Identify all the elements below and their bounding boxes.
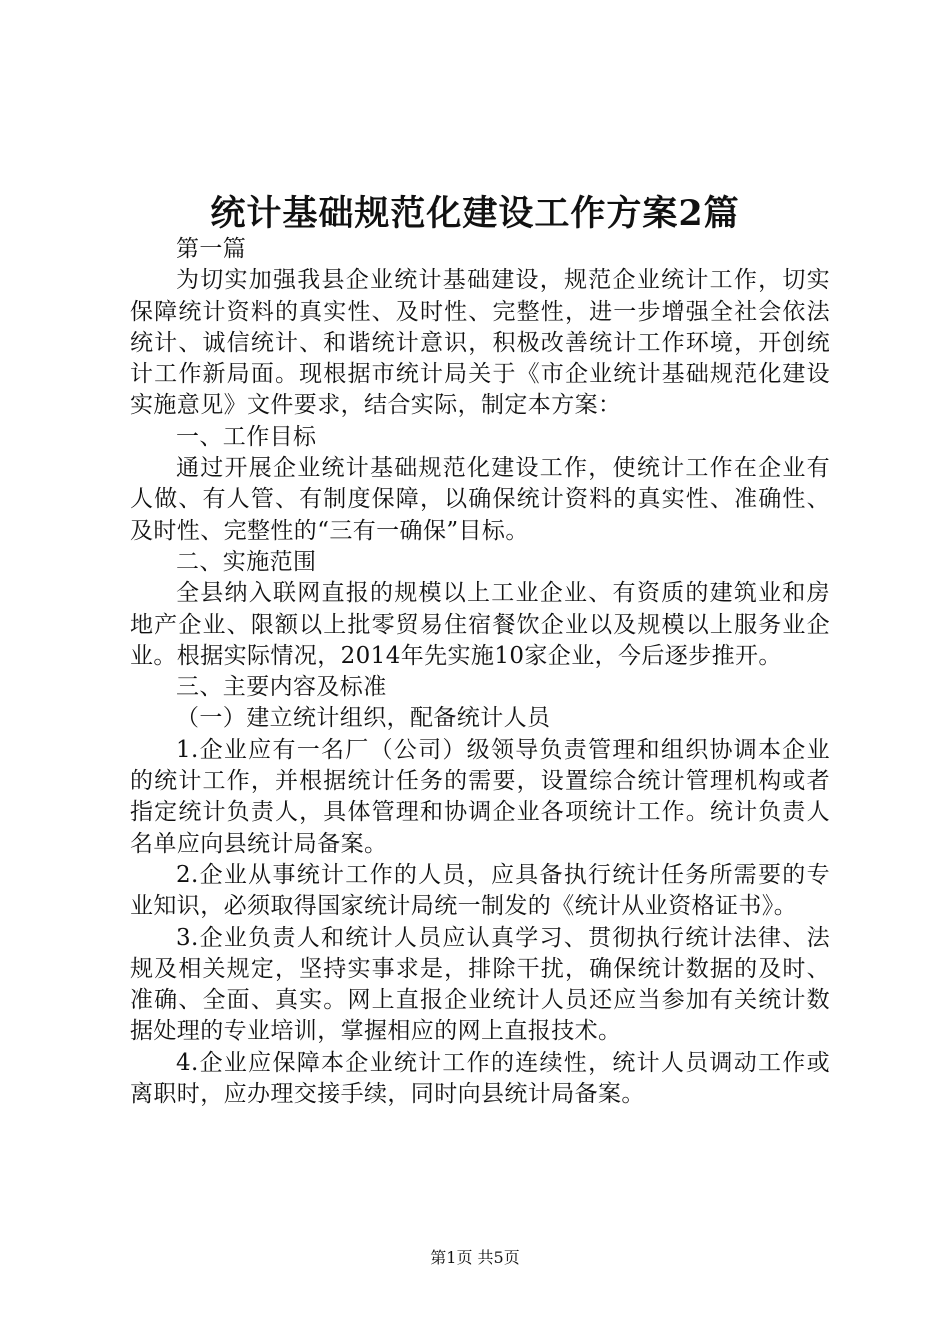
page-number-footer: 第1页 共5页 <box>430 1248 520 1267</box>
heading-content-standards: 三、主要内容及标准 <box>176 674 387 701</box>
document-body <box>130 234 830 1110</box>
paragraph-intro: 为切实加强我县企业统计基础建设，规范企业统计工作，切实保障统计资料的真实性、及时性、完整性，进一步增强全社会依法统计、诚信统计、和谐统计意识，积极改善统计工作环境，开创统计工作新局面。现根据市统计局关于《市企业统计基础规范化建设实施意见》文件要求，结合实际，制定本方案： <box>130 267 830 419</box>
paragraph-item-4: 4.企业应保障本企业统计工作的连续性，统计人员调动工作或离职时，应办理交接手续，同时向县统计局备案。 <box>130 1049 830 1108</box>
document-title: 统计基础规范化建设工作方案2篇 <box>210 193 740 234</box>
paragraph-item-3: 3.企业负责人和统计人员应认真学习、贯彻执行统计法律、法规及相关规定，坚持实事求是，排除干扰，确保统计数据的及时、准确、全面、真实。网上直报企业统计人员还应当参加有关统计数据处理的专业培训，掌握相应的网上直报技术。 <box>130 924 830 1045</box>
subheading-organization: （一）建立统计组织，配备统计人员 <box>176 705 551 732</box>
heading-work-goal: 一、工作目标 <box>176 423 317 450</box>
paragraph-item-1: 1.企业应有一名厂（公司）级领导负责管理和组织协调本企业的统计工作，并根据统计任务的需要，设置综合统计管理机构或者指定统计负责人，具体管理和协调企业各项统计工作。统计负责人名单应向县统计局备案。 <box>130 736 830 857</box>
paragraph-section-label: 第一篇 <box>176 236 247 262</box>
paragraph-item-2: 2.企业从事统计工作的人员，应具备执行统计任务所需要的专业知识，必须取得国家统计局统一制发的《统计从业资格证书》。 <box>130 861 830 920</box>
heading-scope: 二、实施范围 <box>176 548 317 575</box>
paragraph-scope: 全县纳入联网直报的规模以上工业企业、有资质的建筑业和房地产企业、限额以上批零贸易住宿餐饮企业以及规模以上服务业企业。根据实际情况，2014年先实施10家企业，今后逐步推开。 <box>130 580 830 669</box>
paragraph-work-goal: 通过开展企业统计基础规范化建设工作，使统计工作在企业有人做、有人管、有制度保障，以确保统计资料的真实性、准确性、及时性、完整性的“三有一确保”目标。 <box>130 455 830 544</box>
